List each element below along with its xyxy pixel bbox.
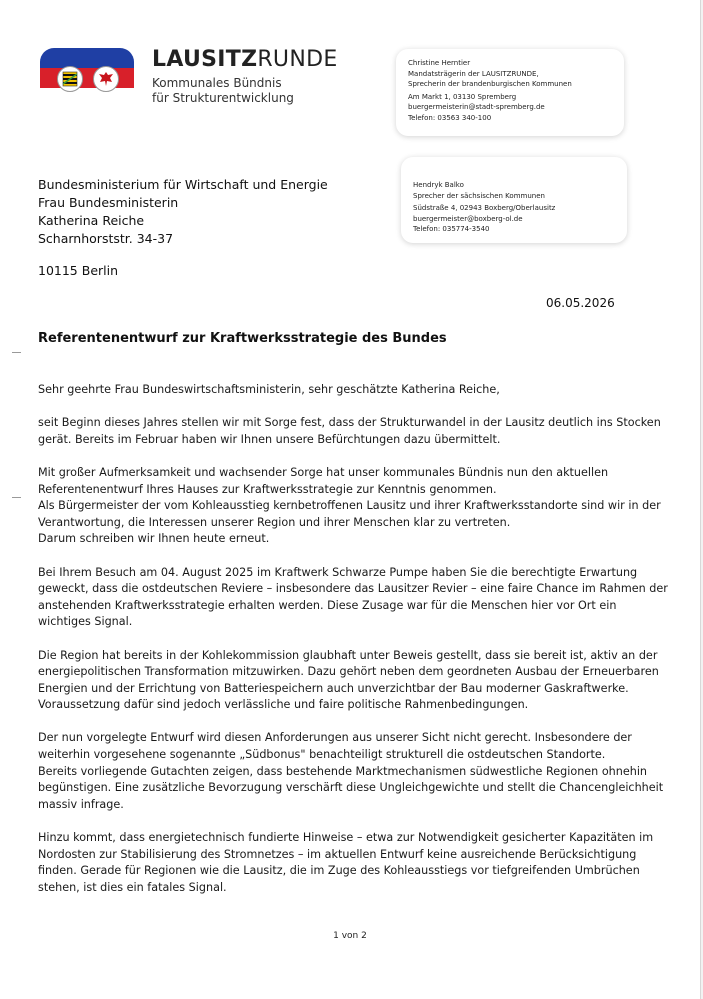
contact-address: Südstraße 4, 02943 Boxberg/Oberlausitz bbox=[413, 204, 556, 212]
brand-text bbox=[152, 48, 338, 106]
paragraph: Bei Ihrem Besuch am 04. August 2025 im Kraftwerk Schwarze Pumpe haben Sie die berechtigte Erwartung geweckt, dass die ostdeutschen Reviere – insbesondere das Lausitzer Revier – eine faire Chance im Rahmen der anstehenden Kraftwerksstrategie erhalten werden. Diese Zusage war für die Menschen hier vor Ort ein wichtiges Signal. bbox=[38, 565, 668, 629]
lausitzrunde-logo bbox=[40, 48, 340, 110]
contact-phone: Telefon: 035774-3540 bbox=[413, 225, 490, 233]
recipient-city: 10115 Berlin bbox=[38, 263, 119, 278]
fold-mark bbox=[12, 497, 21, 498]
brandenburg-eagle-icon bbox=[93, 66, 119, 92]
paragraph: seit Beginn dieses Jahres stellen wir mit Sorge fest, dass der Strukturwandel in der Lausitz deutlich ins Stocken gerät. Bereits im Februar haben wir Ihnen unsere Befürchtungen dazu übermittelt. bbox=[38, 416, 661, 446]
contact-role: Mandatsträgerin der LAUSITZRUNDE, bbox=[408, 69, 539, 78]
recipient-line: Katherina Reiche bbox=[38, 213, 145, 228]
page-number: 1 von 2 bbox=[333, 931, 367, 941]
letter-subject: Referentenentwurf zur Kraftwerksstrategie des Bundes bbox=[38, 331, 447, 346]
contact-phone: Telefon: 03563 340-100 bbox=[408, 113, 492, 122]
paragraph: Die Region hat bereits in der Kohlekommission glaubhaft unter Beweis gestellt, dass sie bereit ist, aktiv an der energiepolitischen Transformation mitzuwirken. Dazu gehört neben dem geordneten Ausbau der Erneuerbaren Energien und der Errichtung von Batteriespeichern auch unverzichtbar der Bau moderner Gaskraftwerke. Voraussetzung dafür sind jedoch verlässliche und faire politische Rahmenbedingungen. bbox=[38, 648, 659, 712]
contact-card-herntier bbox=[396, 49, 624, 136]
contact-role: Sprecherin der brandenburgischen Kommunen bbox=[408, 80, 572, 88]
contact-email[interactable]: buergermeisterin@stadt-spremberg.de bbox=[408, 103, 545, 111]
letter-body bbox=[38, 382, 668, 913]
brand-name: LAUSITZRUNDE bbox=[152, 47, 338, 72]
contact-role: Sprecher der sächsischen Kommunen bbox=[413, 191, 545, 200]
paragraph: Mit großer Aufmerksamkeit und wachsender Sorge hat unser kommunales Bündnis nun den aktuellen Referentenentwurf Ihres Hauses zur Kraftwerksstrategie zur Kenntnis genommen. bbox=[38, 465, 609, 496]
brand-subtitle-2: für Strukturentwicklung bbox=[152, 91, 294, 105]
paragraph: Als Bürgermeister der vom Kohleausstieg kernbetroffenen Lausitz und ihrer Kraftwerksstandorte sind wir in der Verantwortung, die Interessen unserer Region und ihrer Menschen klar zu vertreten. bbox=[38, 499, 661, 529]
saxony-coat-of-arms-icon bbox=[57, 66, 83, 92]
paragraph: Bereits vorliegende Gutachten zeigen, dass bestehende Marktmechanismen südwestliche Regionen ohnehin begünstigen. Eine zusätzliche Bevorzugung verschärft diese Ungleichgewichte und stellt die Chancengleichheit massiv infrage. bbox=[38, 764, 664, 811]
contact-name: Hendryk Balko bbox=[413, 181, 464, 189]
paragraph: Darum schreiben wir Ihnen heute erneut. bbox=[38, 532, 270, 546]
recipient-address bbox=[38, 176, 328, 248]
recipient-line: Frau Bundesministerin bbox=[38, 195, 179, 210]
fold-mark bbox=[12, 352, 21, 353]
brand-subtitle-1: Kommunales Bündnis bbox=[152, 76, 282, 90]
recipient-line: Bundesministerium für Wirtschaft und Energie bbox=[38, 177, 328, 192]
recipient-line: Scharnhorststr. 34-37 bbox=[38, 231, 174, 246]
paragraph: Hinzu kommt, dass energietechnisch fundierte Hinweise – etwa zur Notwendigkeit gesicherter Kapazitäten im Nordosten zur Stabilisierung des Stromnetzes – im aktuellen Entwurf keine ausreichende Berücksichtigung finden. Gerade für Regionen wie die Lausitz, die im Zuge des Kohleausstiegs vor tiefgreifenden Umbrüchen stehen, ist dies ein fatales Signal. bbox=[38, 831, 654, 894]
contact-name: Christine Herntier bbox=[408, 59, 471, 67]
flag-emblem bbox=[40, 48, 134, 108]
contact-address: Am Markt 1, 03130 Spremberg bbox=[408, 92, 517, 101]
salutation: Sehr geehrte Frau Bundeswirtschaftsministerin, sehr geschätzte Katherina Reiche, bbox=[38, 383, 500, 396]
contact-email[interactable]: buergermeister@boxberg-ol.de bbox=[413, 214, 523, 223]
contact-card-balko bbox=[401, 157, 627, 243]
paragraph: Der nun vorgelegte Entwurf wird diesen Anforderungen aus unserer Sicht nicht gerecht. Insbesondere der weiterhin vorgesehene sogenannte „Südbonus" benachteiligt strukturell die ostdeutschen Standorte. bbox=[38, 731, 632, 762]
letter-date: 06.05.2026 bbox=[546, 296, 615, 310]
